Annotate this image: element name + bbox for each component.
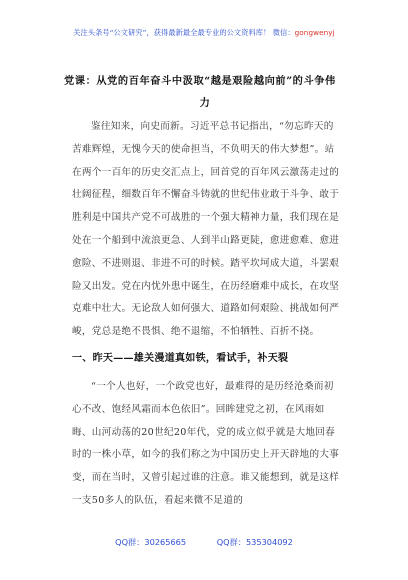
footer-qq-group-2: QQ群：535304092 — [216, 537, 293, 547]
title-line-1: 党课：从党的百年奋斗中汲取“越是艰险越向前”的斗争伟 — [64, 75, 336, 87]
section-paragraph: “一个人也好，一个政党也好，最难得的是历经沧桑而初心不改、饱经风霜而本色依旧”。回眸建党之初，在风雨如晦、山河动荡的20世纪20年代，党的成立似乎就是大地回春时的一株小草，如今的我们称之为中国历史上开天辟地的大事变，而在当时，又曾引起过谁的注意。谁又能想到，就是这样一支50多人的队伍，看起来微不足道的 — [72, 381, 340, 506]
header-banner — [0, 28, 408, 38]
footer-contact — [0, 537, 408, 548]
banner-wechat-id: gongwenyj — [294, 28, 335, 37]
banner-wechat-label: 微信： — [272, 28, 295, 37]
document-title — [64, 70, 346, 114]
intro-paragraph: 鉴往知来，向史而新。习近平总书记指出，“勿忘昨天的苦难辉煌，无愧今天的使命担当，不负明天的伟大梦想”。站在两个一百年的历史交汇点上，回首党的百年风云激荡走过的壮阔征程，细数百年不懈奋斗铸就的世纪伟业敢于斗争、敢于胜利是中国共产党不可战胜的一个强大精神力量，我们现在是处在一个船到中流浪更急、人到半山路更陡，愈进愈难、愈进愈险、不进则退、非进不可的时候。踏平坎坷成大道，斗罢艰险又出发。党在内忧外患中诞生，在历经磨难中成长，在攻坚克难中壮大。无论敌人如何强大、道路如何艰险、挑战如何严峻，党总是绝不畏惧、绝不退缩，不怕牺牲、百折不挠。 — [72, 121, 340, 338]
title-line-2: 力 — [199, 97, 211, 109]
footer-qq-group-1: QQ群：30265665 — [115, 537, 187, 547]
banner-promo-text: 关注头条号“公文研究”，获得最新最全最专业的公文资料库！ — [73, 28, 271, 37]
section-heading: 一、昨天——雄关漫道真如铁，看试手，补天裂 — [72, 353, 289, 364]
